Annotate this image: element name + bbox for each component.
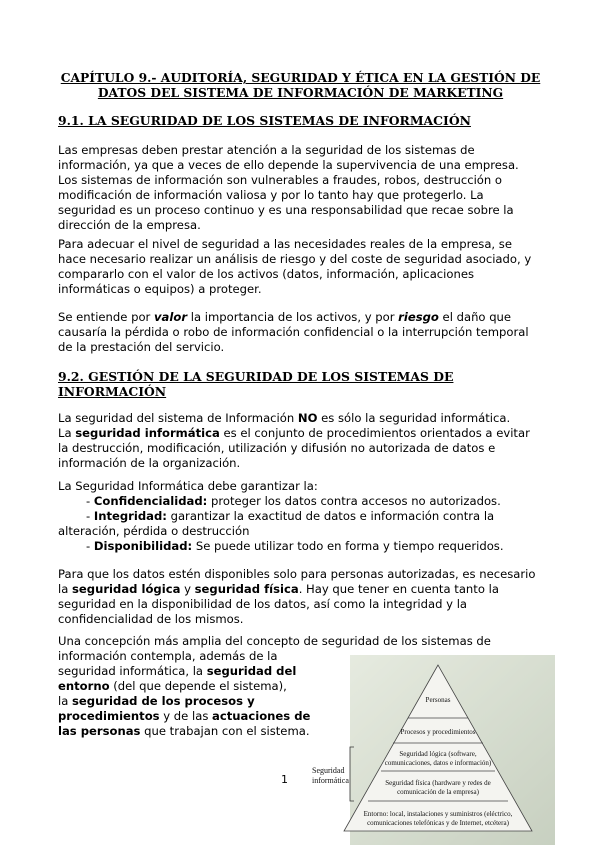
guarantees-intro: La Seguridad Informática debe garantizar la:: [58, 479, 318, 493]
term-actuaciones-personas: actuaciones de las personas: [58, 709, 311, 738]
pyramid-level-1-line-1: Personas: [425, 696, 451, 704]
paragraph-logical-physical: Para que los datos estén disponibles solo para personas autorizadas, es necesario la seguridad lógica y seguridad física. Hay que tener en cuenta tanto la seguridad en la disponibilidad de los datos, así como la integridad y la confidencialidad de los mismos.: [58, 567, 536, 626]
list-item-disponibilidad: - Disponibilidad: Se puede utilizar todo en forma y tiempo requeridos.: [86, 539, 504, 553]
paragraph-broad-concept: información contempla, además de la seguridad informática, la seguridad del entorno (del que depende el sistema), la seguridad de los procesos y procedimientos y de las actuaciones de las personas que trabajan con el sistema.: [58, 649, 311, 738]
term-no: NO: [297, 411, 318, 425]
chapter-title: [58, 70, 543, 100]
pyramid-level-3-line-1: Seguridad lógica (software,: [399, 750, 477, 758]
section-heading-9-2-line-1: 9.2. GESTIÓN DE LA SEGURIDAD DE LOS SISTEMAS DE: [58, 369, 454, 384]
term-seguridad-fisica: seguridad física: [194, 582, 299, 596]
section-heading-9-1: 9.1. LA SEGURIDAD DE LOS SISTEMAS DE INFORMACIÓN: [58, 113, 471, 128]
list-item-integridad: - Integridad: garantizar la exactitud de datos e información contra la: [86, 509, 495, 523]
list-item-confidencialidad: - Confidencialidad: proteger los datos contra accesos no autorizados.: [86, 494, 501, 508]
security-pyramid-figure: [310, 655, 555, 845]
pyramid-level-5-line-1: Entorno: local, instalaciones y suministros (eléctrico,: [363, 810, 513, 818]
term-seguridad-informatica: seguridad informática: [75, 426, 220, 440]
pyramid-level-2-line-1: Procesos y procedimientos: [400, 728, 476, 736]
section-heading-9-2: [58, 369, 453, 399]
security-pyramid-svg: [310, 655, 555, 845]
term-seguridad-entorno: seguridad del entorno: [58, 664, 297, 693]
term-seguridad-logica: seguridad lógica: [72, 582, 181, 596]
chapter-title-line-2: DATOS DEL SISTEMA DE INFORMACIÓN DE MARKETING: [97, 85, 504, 100]
pyramid-level-3-line-2: comunicaciones, datos e información): [384, 759, 492, 767]
pyramid-level-4-line-1: Seguridad física (hardware y redes de: [385, 779, 491, 787]
paragraph-risk-analysis: Para adecuar el nivel de seguridad a las necesidades reales de la empresa, se hace necesario realizar un análisis de riesgo y del coste de seguridad asociado, y compararlo con el valor de los activos (datos, información, aplicaciones informáticas o equipos) a proteger.: [58, 237, 532, 296]
chapter-title-line-1: CAPÍTULO 9.- AUDITORÍA, SEGURIDAD Y ÉTICA EN LA GESTIÓN DE: [60, 70, 541, 85]
pyramid-level-5-line-2: comunicaciones telefónicas y de Internet, etcétera): [367, 819, 509, 827]
term-valor: valor: [154, 310, 188, 324]
page-number: 1: [281, 773, 288, 786]
paragraph-broad-concept-line-1: Una concepción más amplia del concepto de seguridad de los sistemas de: [58, 634, 491, 648]
paragraph-value-risk: Se entiende por valor la importancia de los activos, y por riesgo el daño que causaría la pérdida o robo de información confidencial o la interrupción temporal de la prestación del servicio.: [58, 310, 529, 354]
pyramid-level-4-line-2: comunicación de la empresa): [397, 788, 479, 796]
paragraph-si-definition: La seguridad del sistema de Información NO es sólo la seguridad informática. La seguridad informática es el conjunto de procedimientos orientados a evitar la destrucción, modificación, utilización y difusión no autorizada de datos e información de la organización.: [58, 411, 530, 470]
list-item-integridad-continued: alteración, pérdida o destrucción: [58, 524, 250, 538]
section-heading-9-2-line-2: INFORMACIÓN: [58, 384, 167, 399]
term-seguridad-procesos: seguridad de los procesos y procedimientos: [58, 694, 255, 723]
paragraph-security-intro: Las empresas deben prestar atención a la seguridad de los sistemas de información, ya que a veces de ello depende la supervivencia de una empresa. Los sistemas de información son vulnerables a fraudes, robos, destrucción o modificación de información valiosa y por lo tanto hay que protegerlo. La seguridad es un proceso continuo y es una responsabilidad que recae sobre la dirección de la empresa.: [58, 143, 519, 232]
side-label-line-1: Seguridad: [312, 766, 345, 775]
paragraph-guarantees: [58, 479, 540, 554]
side-label-line-2: informática: [312, 776, 349, 785]
term-riesgo: riesgo: [398, 310, 439, 324]
